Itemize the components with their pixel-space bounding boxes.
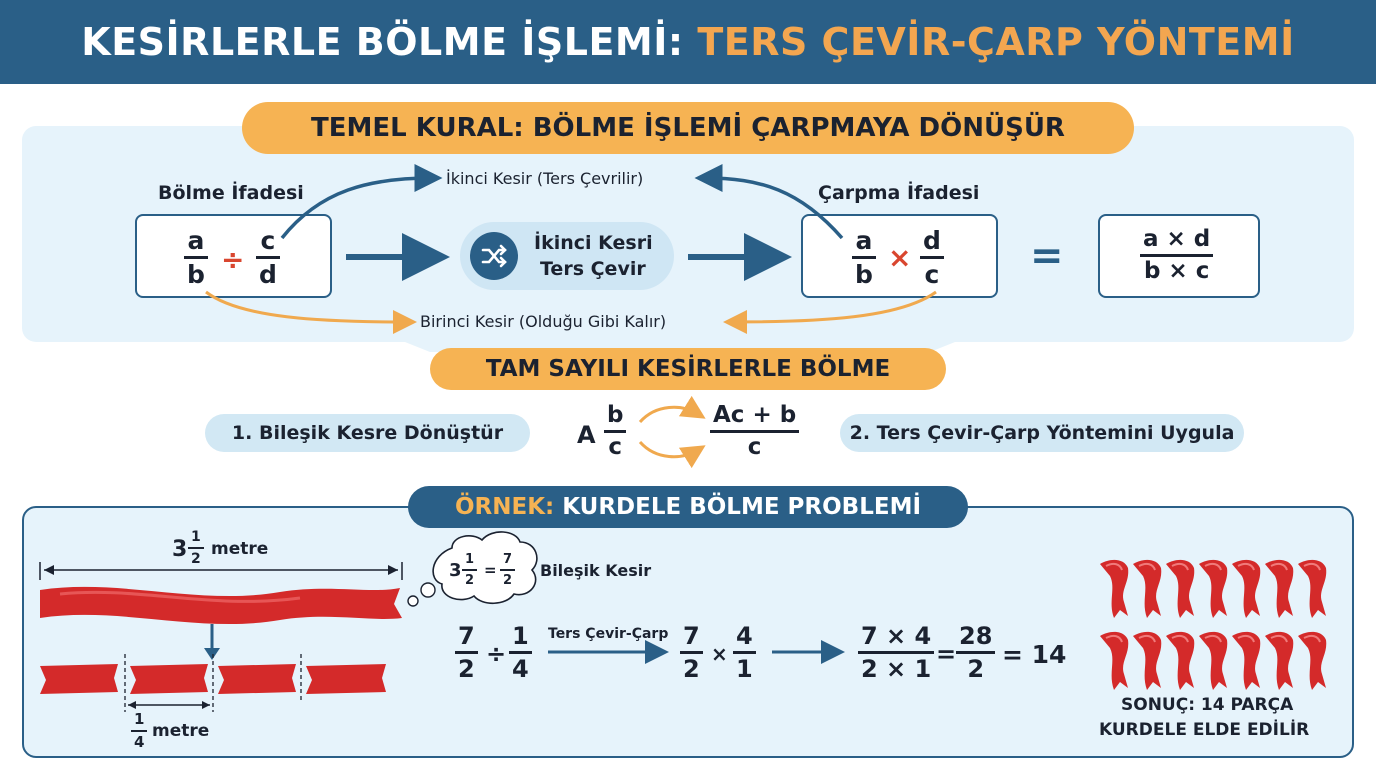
piece-num: 1	[134, 710, 145, 728]
division-d: d	[259, 259, 277, 289]
result-ribbon	[1265, 560, 1293, 618]
step-label: Ters Çevir-Çarp	[548, 626, 669, 642]
eq-g2-num: 4	[736, 622, 753, 650]
multiplication-a: a	[855, 226, 873, 255]
thought-num: 1	[465, 552, 475, 567]
thought-res-den: 2	[503, 573, 513, 588]
second-fraction-note: İkinci Kesir (Ters Çevrilir)	[446, 169, 644, 188]
multiplication-d: d	[923, 226, 941, 255]
eq-f2-num: 1	[512, 622, 529, 650]
multiplication-c: c	[924, 259, 940, 289]
length-unit: metre	[211, 539, 269, 559]
thought-label: Bileşik Kesir	[540, 561, 652, 580]
piece-unit: metre	[152, 721, 210, 741]
eq-k-num: 28	[959, 622, 993, 650]
result-ribbon	[1199, 632, 1227, 690]
result-ribbon	[1166, 560, 1194, 618]
multiplication-label: Çarpma İfadesi	[818, 182, 980, 204]
mixed-num: b	[607, 402, 624, 428]
piece-den: 4	[134, 733, 145, 751]
multiplication-operator: ×	[888, 241, 912, 274]
eq-f1-num: 7	[458, 622, 475, 650]
ribbon-grid	[1090, 552, 1340, 692]
result-ribbon	[1133, 560, 1161, 618]
action-line2: Ters Çevir	[540, 258, 646, 280]
equals-sign: =	[1030, 233, 1064, 279]
eq-h-num: 7 × 4	[861, 622, 932, 650]
example-header-accent: ÖRNEK:	[454, 494, 555, 520]
division-label: Bölme İfadesi	[158, 182, 304, 204]
eq-f1-den: 2	[458, 654, 475, 683]
result-ribbon	[1232, 632, 1260, 690]
mixed-result-num: Ac + b	[713, 402, 797, 428]
mixed-step2: 2. Ters Çevir-Çarp Yöntemini Uygula	[840, 414, 1244, 452]
result-ribbon	[1166, 632, 1194, 690]
thought-whole: 3	[449, 560, 462, 581]
eq-f2-den: 4	[512, 654, 529, 683]
result-ribbon	[1232, 560, 1260, 618]
result-ribbon	[1265, 632, 1293, 690]
result-line1: SONUÇ: 14 PARÇA	[1121, 695, 1294, 715]
eq-final: = 14	[1002, 640, 1067, 669]
result-numerator: a × d	[1143, 226, 1211, 252]
eq-h-den: 2 × 1	[861, 654, 932, 683]
result-ribbon	[1100, 632, 1128, 690]
eq-divide: ÷	[486, 640, 507, 668]
result-ribbon	[1199, 560, 1227, 618]
action-line1: İkinci Kesri	[534, 232, 653, 254]
result-ribbon	[1298, 632, 1326, 690]
division-operator: ÷	[221, 243, 245, 276]
length-den: 2	[191, 551, 201, 567]
eq-g1-den: 2	[683, 654, 700, 683]
eq-multiply: ×	[711, 642, 728, 666]
length-whole: 3	[172, 537, 188, 562]
mixed-whole: A	[577, 421, 596, 449]
example-header-rest: KURDELE BÖLME PROBLEMİ	[554, 494, 922, 520]
mixed-step1: 1. Bileşik Kesre Dönüştür	[205, 414, 530, 452]
eq-equals-1: =	[936, 640, 957, 668]
division-a: a	[187, 226, 205, 255]
length-num: 1	[191, 529, 201, 545]
result-ribbon	[1298, 560, 1326, 618]
first-fraction-note: Birinci Kesir (Olduğu Gibi Kalır)	[420, 312, 667, 331]
rule-header-text: TEMEL KURAL: BÖLME İŞLEMİ ÇARPMAYA DÖNÜŞÜR	[311, 113, 1065, 143]
result-denominator: b × c	[1143, 257, 1210, 284]
multiplication-b: b	[855, 259, 873, 289]
result-ribbon	[1133, 632, 1161, 690]
thought-den: 2	[465, 573, 475, 588]
eq-g1-num: 7	[683, 622, 700, 650]
division-b: b	[187, 259, 205, 289]
division-c: c	[260, 226, 276, 255]
result-line2: KURDELE ELDE EDİLİR	[1099, 720, 1310, 740]
mixed-header-text: TAM SAYILI KESİRLERLE BÖLME	[485, 356, 891, 382]
mixed-result-den: c	[747, 433, 762, 460]
title-accent: TERS ÇEVİR-ÇARP YÖNTEMİ	[697, 20, 1295, 64]
title-main: KESİRLERLE BÖLME İŞLEMİ:	[81, 20, 698, 64]
thought-equals: =	[484, 561, 497, 579]
result-ribbon	[1100, 560, 1128, 618]
thought-res-num: 7	[503, 552, 513, 567]
mixed-den: c	[608, 433, 623, 460]
eq-g2-den: 1	[736, 654, 753, 683]
eq-k-den: 2	[967, 654, 985, 683]
